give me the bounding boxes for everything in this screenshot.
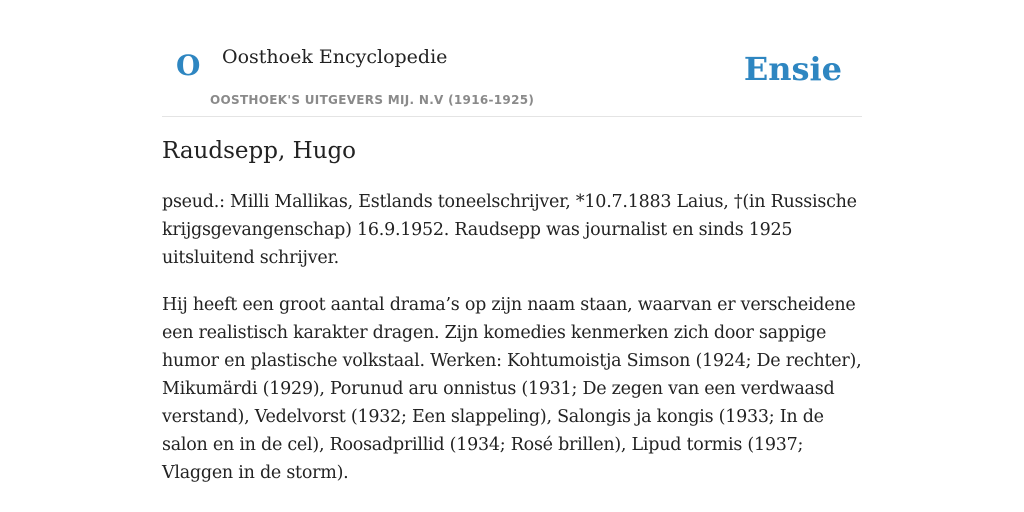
entry-paragraph: Hij heeft een groot aantal drama’s op zijn naam staan, waarvan er verscheidene een realistisch karakter dragen. Zijn komedies kenmerken zich door sappige humor en plastische volkstaal. Werken: Kohtumoistja Simson (1924; De rechter), Mikumärdi (1929), Porunud aru onnistus (1931; De zegen van een verdwaasd verstand), Vedelvorst (1932; Een slappeling), Salongis ja kongis (1933; In de salon en in de cel), Roosadprillid (1934; Rosé brillen), Lipud tormis (1937; Vlaggen in de storm). <box>162 294 862 483</box>
source-title-link[interactable]: Oosthoek Encyclopedie <box>222 46 448 68</box>
source-header <box>162 36 862 117</box>
ensie-logo-link[interactable]: Ensie <box>743 50 842 88</box>
entry-content <box>162 137 862 506</box>
entry-title: Raudsepp, Hugo <box>162 138 357 164</box>
publisher-label: OOSTHOEK'S UITGEVERS MIJ. N.V (1916-1925) <box>210 93 535 107</box>
source-logo-icon: O <box>176 49 201 82</box>
entry-paragraph: pseud.: Milli Mallikas, Estlands toneelschrijver, *10.7.1883 Laius, †(in Russische krijgsgevangenschap) 16.9.1952. Raudsepp was journalist en sinds 1925 uitsluitend schrijver. <box>162 191 857 268</box>
